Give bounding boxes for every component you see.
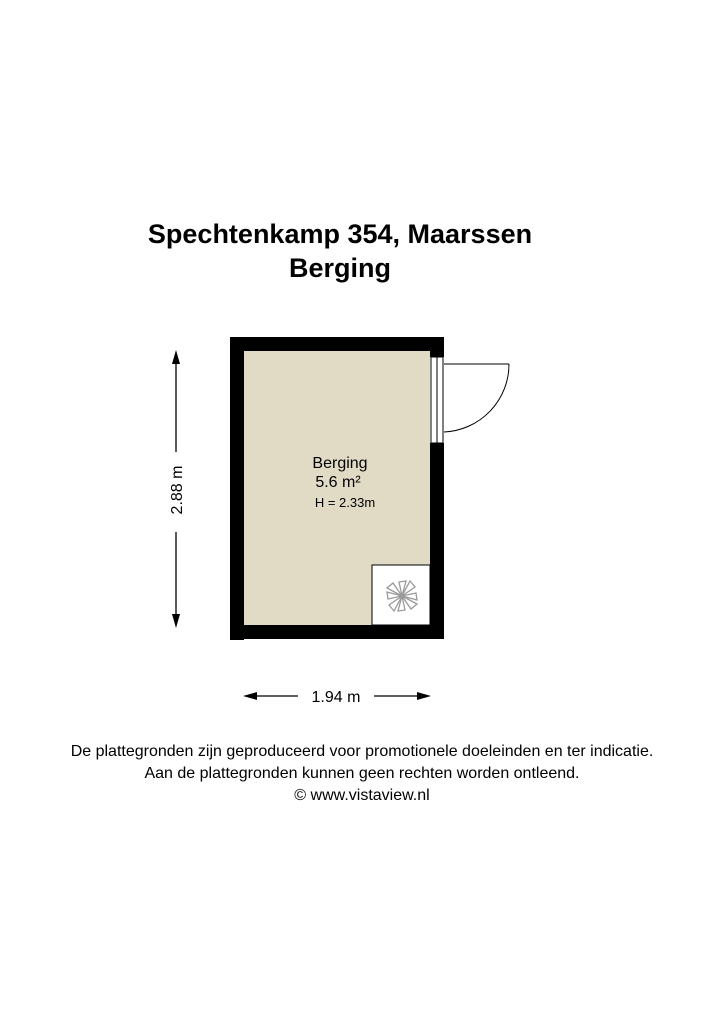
copyright-line: © www.vistaview.nl [294,787,430,804]
disclaimer-line-2: Aan de plattegronden kunnen geen rechten worden ontleend. [144,765,580,782]
wall-right-lower [430,443,444,639]
wall-left [230,337,244,640]
wall-bottom [230,625,444,639]
wall-right-upper [430,337,444,357]
door [431,357,509,443]
wall-top [230,337,444,351]
utility-unit [372,565,430,625]
horizontal-dimension [243,689,431,706]
room-area: 5.6 m² [315,474,361,491]
horizontal-dimension-label: 1.94 m [311,689,361,706]
arrow-up-icon [172,350,180,364]
arrow-right-icon [417,692,431,700]
room-height: H = 2.33m [314,495,376,510]
door-swing-arc [444,364,509,432]
disclaimer-line-1: De plattegronden zijn geproduceerd voor promotionele doeleinden en ter indicatie. [70,743,654,760]
room-label: Berging [312,455,368,472]
arrow-down-icon [172,614,180,628]
vertical-dimension [169,350,186,628]
arrow-left-icon [243,692,257,700]
vertical-dimension-label: 2.88 m [169,465,186,515]
page-title: Spechtenkamp 354, Maarssen [147,219,533,249]
page-subtitle: Berging [288,253,391,283]
